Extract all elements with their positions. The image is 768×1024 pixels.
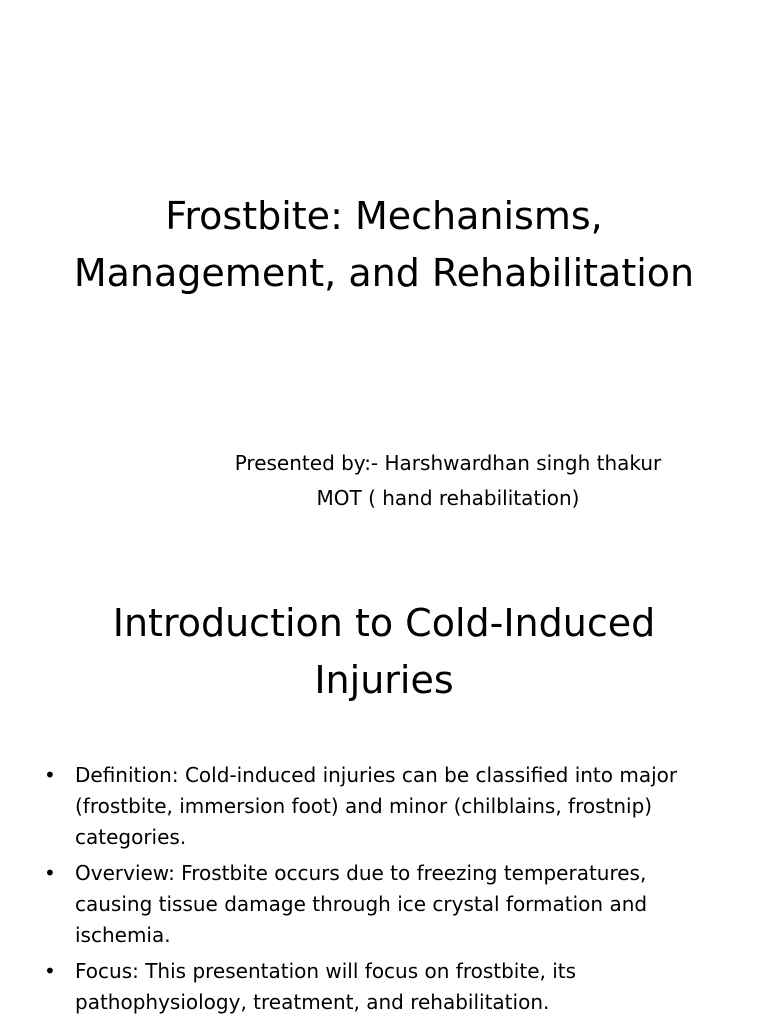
bullet-line: ischemia. <box>75 923 171 947</box>
slide-2-title <box>0 595 768 709</box>
slide-2-title-line-2: Injuries <box>314 658 454 702</box>
slide-2-title-line-1: Introduction to Cold-Induced <box>112 601 656 645</box>
bullet-item-focus <box>44 956 734 1018</box>
bullet-dot-icon: • <box>44 959 56 983</box>
bullet-line: Overview: Frostbite occurs due to freezing temperatures, <box>75 861 647 885</box>
presenter-line-2: MOT ( hand rehabilitation) <box>316 486 580 510</box>
bullet-list <box>44 760 734 1023</box>
bullet-line: Focus: This presentation will focus on frostbite, its <box>75 959 577 983</box>
presenter-info <box>200 446 696 516</box>
bullet-item-definition <box>44 760 734 853</box>
slide-1-title <box>0 188 768 302</box>
bullet-dot-icon: • <box>44 763 56 787</box>
bullet-line: (frostbite, immersion foot) and minor (chilblains, frostnip) <box>75 794 653 818</box>
slide-1-title-line-1: Frostbite: Mechanisms, <box>165 194 603 238</box>
bullet-line: pathophysiology, treatment, and rehabilitation. <box>75 990 550 1014</box>
bullet-line: Definition: Cold-induced injuries can be classified into major <box>75 763 678 787</box>
bullet-line: causing tissue damage through ice crystal formation and <box>75 892 648 916</box>
slide-1-title-line-2: Management, and Rehabilitation <box>73 251 695 295</box>
presenter-line-1: Presented by:- Harshwardhan singh thakur <box>234 451 662 475</box>
bullet-line: categories. <box>75 825 187 849</box>
bullet-item-overview <box>44 858 734 951</box>
bullet-dot-icon: • <box>44 861 56 885</box>
